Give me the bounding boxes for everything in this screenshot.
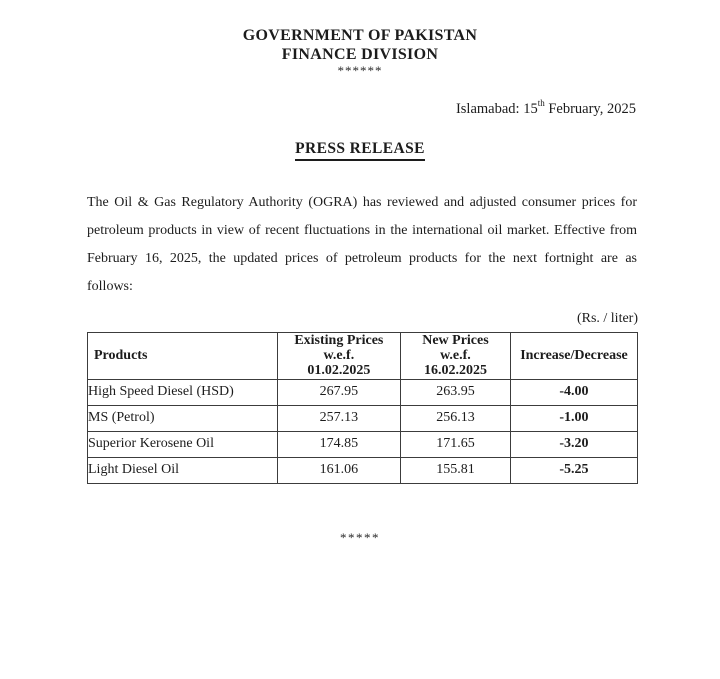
new-price-cell: 256.13 — [400, 405, 510, 431]
existing-price-cell: 161.06 — [277, 457, 400, 483]
product-name-cell: High Speed Diesel (HSD) — [88, 379, 278, 405]
change-cell: -1.00 — [510, 405, 637, 431]
press-release-heading-text: PRESS RELEASE — [295, 139, 425, 161]
currency-unit-note: (Rs. / liter) — [576, 310, 638, 326]
change-cell: -4.00 — [510, 379, 637, 405]
new-prices-date: 16.02.2025 — [423, 363, 487, 379]
body-line-3: February 16, 2025, the updated prices of petroleum products for the next fortnight are as — [87, 250, 637, 266]
change-cell: -3.20 — [510, 431, 637, 457]
table-row — [88, 379, 638, 405]
product-name-cell: MS (Petrol) — [88, 405, 278, 431]
new-prices-wef: w.e.f. — [440, 348, 471, 364]
product-name-cell: Superior Kerosene Oil — [88, 431, 278, 457]
existing-prices-label: Existing Prices — [294, 333, 384, 349]
header-star-separator: ****** — [337, 63, 383, 78]
column-header-products: Products — [88, 332, 278, 379]
new-price-cell: 263.95 — [400, 379, 510, 405]
government-title: GOVERNMENT OF PAKISTAN — [242, 27, 478, 44]
new-price-cell: 171.65 — [400, 431, 510, 457]
body-paragraph — [87, 189, 637, 301]
body-line-2: petroleum products in view of recent fluctuations in the international oil market. Effective from — [87, 222, 637, 238]
table-row — [88, 457, 638, 483]
existing-price-cell: 267.95 — [277, 379, 400, 405]
document-header — [0, 0, 720, 78]
existing-prices-date: 01.02.2025 — [307, 363, 371, 379]
new-prices-label: New Prices — [422, 333, 489, 349]
dateline — [0, 94, 720, 119]
table-header-row — [88, 332, 638, 379]
press-release-heading — [0, 139, 720, 161]
body-line-4: follows: — [87, 278, 133, 294]
column-header-existing-prices — [277, 332, 400, 379]
column-header-new-prices — [400, 332, 510, 379]
dateline-ordinal-superscript: th — [537, 98, 545, 108]
footer-star-separator: ***** — [340, 529, 380, 545]
change-cell: -5.25 — [510, 457, 637, 483]
table-row — [88, 405, 638, 431]
body-line-1: The Oil & Gas Regulatory Authority (OGRA) has reviewed and adjusted consumer prices for — [87, 194, 637, 210]
table-row — [88, 431, 638, 457]
column-header-increase-decrease: Increase/Decrease — [510, 332, 637, 379]
existing-prices-wef: w.e.f. — [323, 348, 355, 364]
petroleum-price-table — [87, 332, 638, 484]
dateline-prefix: Islamabad: 15 — [455, 100, 538, 117]
dateline-suffix: February, 2025 — [544, 100, 636, 117]
existing-price-cell: 257.13 — [277, 405, 400, 431]
division-title: FINANCE DIVISION — [281, 46, 439, 63]
existing-price-cell: 174.85 — [277, 431, 400, 457]
new-price-cell: 155.81 — [400, 457, 510, 483]
product-name-cell: Light Diesel Oil — [88, 457, 278, 483]
